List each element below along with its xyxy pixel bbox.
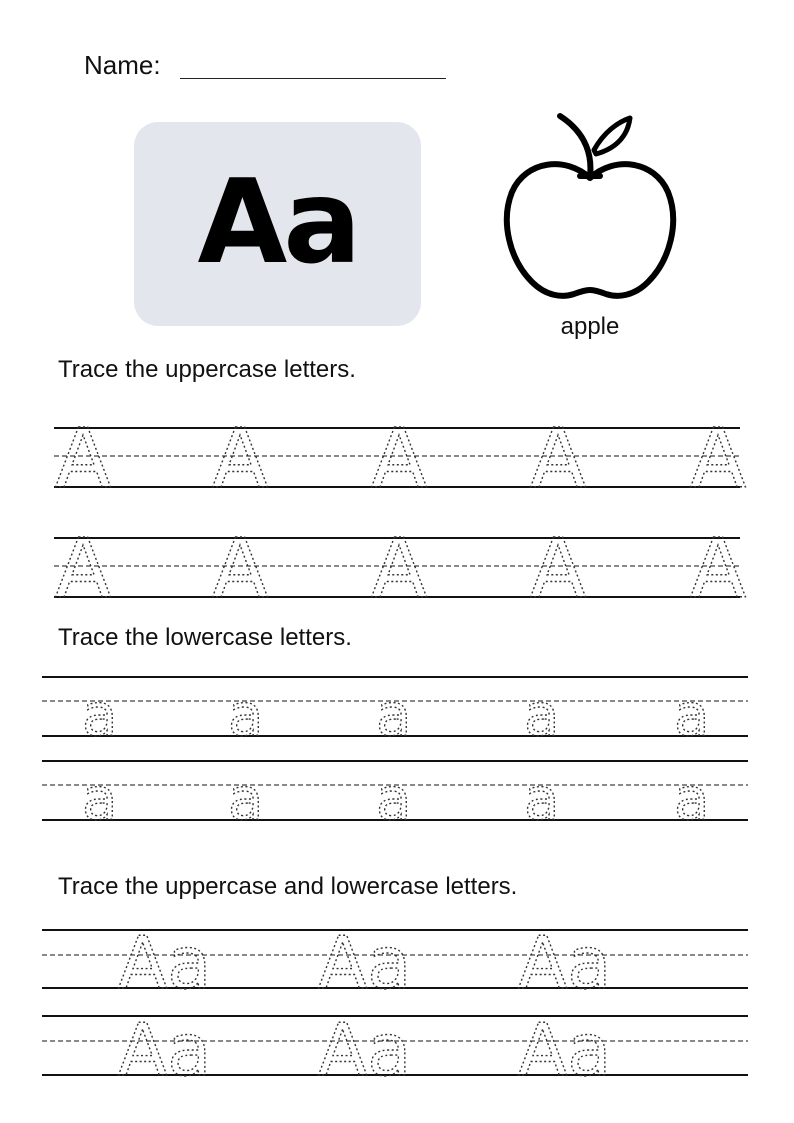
trace-letter: Aa: [518, 921, 612, 1005]
instruction-lowercase: Trace the lowercase letters.: [58, 624, 352, 651]
trace-letter: A: [690, 412, 747, 507]
trace-letter: a: [82, 681, 118, 749]
instruction-uppercase: Trace the uppercase letters.: [58, 356, 356, 383]
trace-letter: A: [371, 412, 428, 507]
trace-letter: Aa: [118, 1008, 212, 1092]
trace-letter: Aa: [118, 921, 212, 1005]
picture-caption: apple: [560, 313, 620, 340]
trace-letter: a: [376, 765, 412, 833]
trace-letter: a: [82, 765, 118, 833]
trace-letter: A: [530, 522, 587, 617]
trace-letter: A: [212, 412, 269, 507]
trace-letter: a: [524, 681, 560, 749]
trace-letter: A: [55, 412, 112, 507]
trace-letter: a: [674, 681, 710, 749]
featured-letters: Aa: [197, 155, 358, 290]
trace-letter: a: [674, 765, 710, 833]
trace-letter: A: [212, 522, 269, 617]
trace-letter: Aa: [518, 1008, 612, 1092]
trace-letter: A: [371, 522, 428, 617]
name-label: Name:: [84, 50, 161, 80]
trace-letter: Aa: [318, 1008, 412, 1092]
trace-letter: A: [55, 522, 112, 617]
trace-letter: A: [530, 412, 587, 507]
trace-letter: a: [228, 765, 264, 833]
trace-letter: Aa: [318, 921, 412, 1005]
trace-letter: a: [524, 765, 560, 833]
trace-letter: a: [228, 681, 264, 749]
trace-letter: a: [376, 681, 412, 749]
trace-letter: A: [690, 522, 747, 617]
instruction-mixed: Trace the uppercase and lowercase letters.: [58, 873, 518, 900]
